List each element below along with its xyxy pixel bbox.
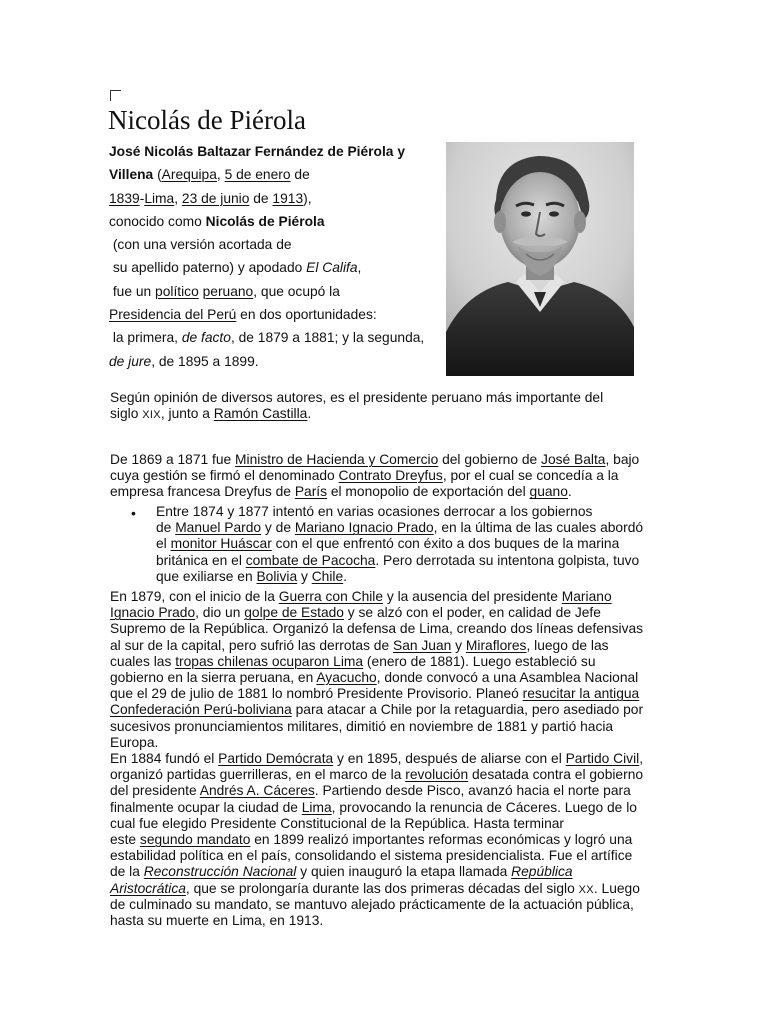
link-chile[interactable]: Chile bbox=[311, 568, 344, 584]
list-item: Entre 1874 y 1877 intentó en varias ocasiones derrocar a los gobiernos de Manuel Pardo y de Mariano Ignacio Prado, en la última de las cuales abordó el monitor Huáscar con el que enfrentó con éxito a dos buques de la marina británica en el combate de Pacocha. Pero derrotada su intentona golpista, tuvo que exiliarse en Bolivia y Chile. bbox=[156, 504, 644, 584]
link-mariano-ignacio-prado[interactable]: Mariano Ignacio Prado bbox=[294, 520, 434, 536]
link-andres-caceres[interactable]: Andrés A. Cáceres bbox=[199, 783, 315, 799]
link-ayacucho[interactable]: Ayacucho bbox=[316, 669, 377, 685]
paragraph-1879: En 1879, con el inicio de la Guerra con Chile y la ausencia del presidente Mariano Ignacio Prado, dio un golpe de Estado y se alzó con el poder, en calidad de Jefe Supremo de la República. Organizó la defensa de Lima, creando dos líneas defensivas al sur de la capital, pero sufrió las derrotas de San Juan y Miraflores, luego de las cuales las tropas chilenas ocuparon Lima (enero de 1881). Luego estableció su gobierno en la sierra peruana, en Ayacucho, donde convocó a una Asamblea Nacional que el 29 de julio de 1881 lo nombró Presidente Provisorio. Planeó resucitar la antigua Confederación Perú-boliviana para atacar a Chile por la retaguardia, pero asediado por sucesivos pronunciamientos militares, dimitió en noviembre de 1881 y partió hacia Europa. bbox=[110, 589, 644, 750]
link-contrato-dreyfus[interactable]: Contrato Dreyfus bbox=[338, 468, 443, 484]
link-peruano[interactable]: peruano bbox=[202, 283, 254, 299]
link-revolucion[interactable]: revolución bbox=[405, 767, 469, 783]
broken-image-icon bbox=[110, 90, 121, 101]
link-guerra-chile[interactable]: Guerra con Chile bbox=[278, 589, 384, 604]
link-lima[interactable]: Lima bbox=[144, 190, 175, 206]
link-1839[interactable]: 1839 bbox=[109, 190, 140, 206]
paragraph-1884: En 1884 fundó el Partido Demócrata y en 1895, después de aliarse con el Partido Civil, organizó partidas guerrilleras, en el marco de la revolución desatada contra el gobierno del presidente Andrés A. Cáceres. Partiendo desde Pisco, avanzó hacia el norte para finalmente ocupar la ciudad de Lima, provocando la renuncia de Cáceres. Luego de lo cual fue elegido Presidente Constitucional de la República. Hasta terminar este segundo mandato en 1899 realizó importantes reformas económicas y logró una estabilidad política en el país, consolidando el sistema presidencialista. Fue el artífice de la Reconstrucción Nacional y quien inauguró la etapa llamada República Aristocrática, que se prolongaría durante las dos primeras décadas del siglo XX. Luego de culminado su mandato, se mantuvo alejado prácticamente de la actuación pública, hasta su muerte en Lima, en 1913. bbox=[110, 751, 644, 928]
link-manuel-pardo[interactable]: Manuel Pardo bbox=[175, 520, 262, 536]
link-paris[interactable]: París bbox=[294, 484, 328, 500]
link-monitor-huascar[interactable]: monitor Huáscar bbox=[170, 536, 272, 552]
link-lima-city[interactable]: Lima bbox=[301, 799, 332, 815]
link-aristocratica[interactable]: Aristocrática bbox=[110, 880, 186, 896]
link-partido-democrata[interactable]: Partido Demócrata bbox=[218, 751, 334, 766]
link-guano[interactable]: guano bbox=[529, 484, 568, 500]
link-bolivia[interactable]: Bolivia bbox=[256, 568, 298, 584]
link-golpe-estado[interactable]: golpe de Estado bbox=[244, 605, 344, 621]
link-politico[interactable]: político bbox=[155, 283, 199, 299]
link-reconstruccion-nacional[interactable]: Reconstrucción Nacional bbox=[143, 864, 297, 880]
link-republica[interactable]: República bbox=[511, 864, 573, 880]
link-1913[interactable]: 1913 bbox=[272, 190, 304, 206]
link-san-juan[interactable]: San Juan bbox=[393, 637, 452, 653]
link-segundo-mandato[interactable]: segundo mandato bbox=[139, 831, 251, 847]
link-mariano[interactable]: Mariano bbox=[561, 589, 612, 604]
link-partido-civil[interactable]: Partido Civil bbox=[565, 751, 640, 766]
link-confederacion[interactable]: Confederación Perú-boliviana bbox=[110, 702, 292, 718]
link-jose-balta[interactable]: José Balta bbox=[541, 452, 606, 467]
paragraph-importance: Según opinión de diversos autores, es el presidente peruano más importante del siglo XIX, junto a Ramón Castilla. bbox=[110, 390, 604, 422]
bullet-icon: • bbox=[131, 505, 136, 521]
page-title: Nicolás de Piérola bbox=[108, 105, 306, 135]
link-ignacio-prado[interactable]: Ignacio Prado bbox=[110, 605, 196, 621]
link-miraflores[interactable]: Miraflores bbox=[465, 637, 527, 653]
link-combate-pacocha[interactable]: combate de Pacocha bbox=[245, 552, 376, 568]
link-ministro-hacienda[interactable]: Ministro de Hacienda y Comercio bbox=[235, 452, 439, 467]
nickname: El Califa bbox=[306, 260, 358, 276]
link-deathdate[interactable]: 23 de junio bbox=[181, 190, 250, 206]
paragraph-ministro: De 1869 a 1871 fue Ministro de Hacienda y Comercio del gobierno de José Balta, bajo cuya gestión se firmó el denominado Contrato Dreyfus, por el cual se concedía a la empresa francesa Dreyfus de París el monopolio de exportación del guano. bbox=[110, 452, 640, 500]
link-resucitar[interactable]: resucitar la antigua bbox=[522, 686, 640, 702]
link-presidencia-peru[interactable]: Presidencia del Perú bbox=[109, 307, 237, 323]
link-arequipa[interactable]: Arequipa bbox=[161, 167, 217, 183]
full-name: José Nicolás Baltazar Fernández de Piérola y bbox=[109, 144, 405, 159]
common-name: Nicolás de Piérola bbox=[205, 213, 325, 229]
link-birthdate[interactable]: 5 de enero bbox=[224, 167, 291, 183]
portrait-image bbox=[446, 142, 634, 376]
link-tropas-chilenas[interactable]: tropas chilenas ocuparon Lima bbox=[175, 653, 364, 669]
link-ramon-castilla[interactable]: Ramón Castilla bbox=[213, 406, 308, 422]
intro-paragraph: José Nicolás Baltazar Fernández de Piérola y Villena (Arequipa, 5 de enero de 1839-Lima, 23 de junio de 1913), conocido como Nicolás de Piérola (con una versión acortada de su apellido paterno) y apodado El Califa, fue un político peruano, que ocupó la Presidencia del Perú en dos oportunidades: la primera, de facto, de 1879 a 1881; y la segunda, de jure, de 1895 a 1899. bbox=[109, 144, 425, 369]
